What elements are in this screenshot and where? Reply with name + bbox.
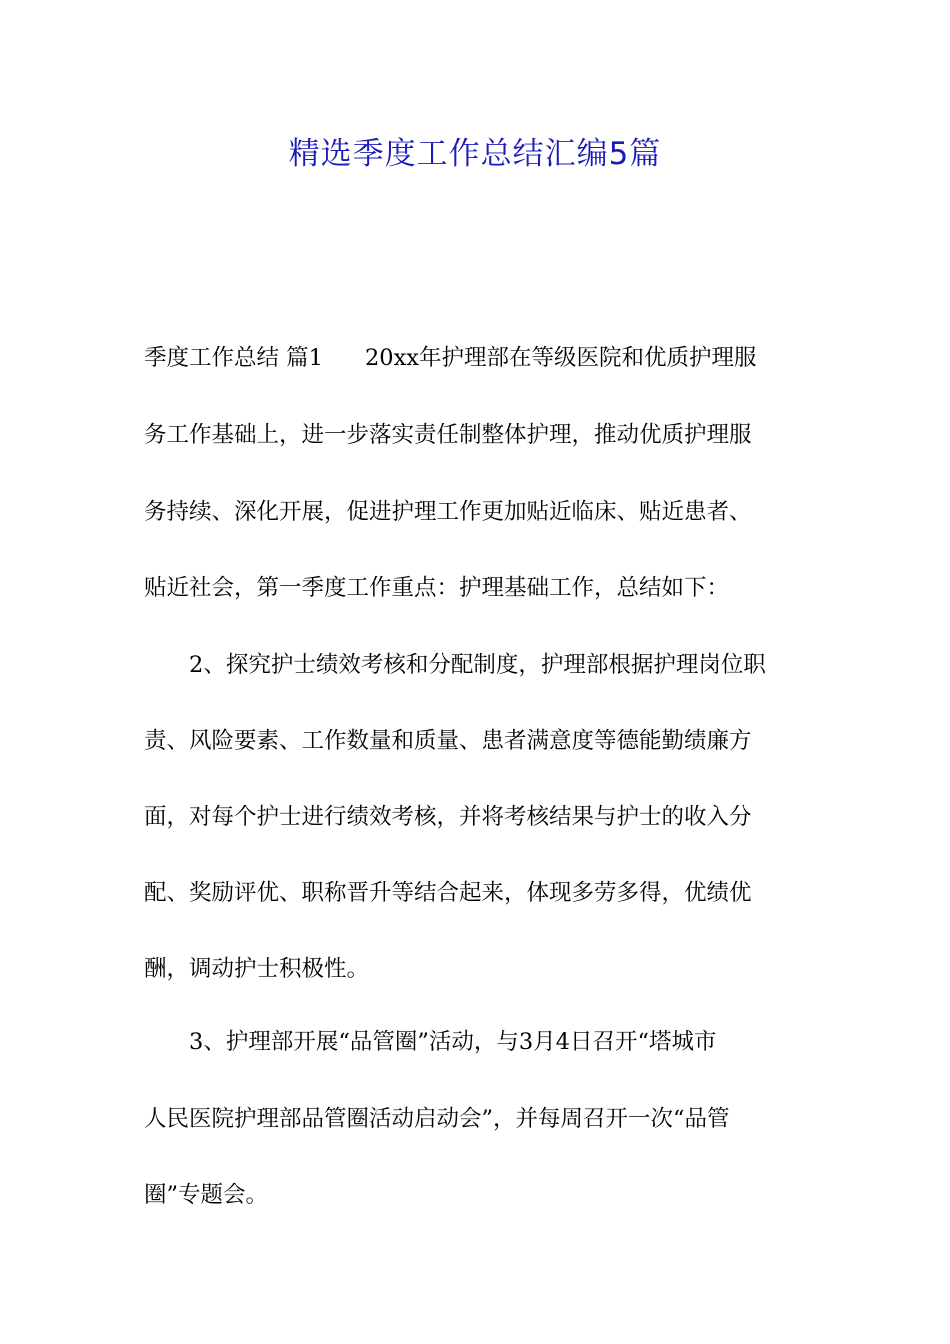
paragraph-line: 人民医院护理部品管圈活动启动会”，并每周召开一次“品管 <box>144 1106 730 1132</box>
paragraph-line: 圈”专题会。 <box>144 1182 269 1208</box>
paragraph-line: 酬，调动护士积极性。 <box>144 956 370 982</box>
paragraph-line: 配、奖励评优、职称晋升等结合起来，体现多劳多得，优绩优 <box>144 880 752 906</box>
paragraph-line: 责、风险要素、工作数量和质量、患者满意度等德能勤绩廉方 <box>144 728 752 754</box>
paragraph-line: 3、护理部开展“品管圈”活动，与3月4日召开“塔城市 <box>144 1029 717 1055</box>
paragraph-line: 面，对每个护士进行绩效考核，并将考核结果与护士的收入分 <box>144 804 752 830</box>
paragraph-text: 20xx年护理部在等级医院和优质护理服 <box>364 345 757 371</box>
paragraph-line: 2、探究护士绩效考核和分配制度，护理部根据护理岗位职 <box>144 652 766 678</box>
document-title: 精选季度工作总结汇编5篇 <box>288 136 662 172</box>
paragraph-line: 务工作基础上，进一步落实责任制整体护理，推动优质护理服 <box>144 422 752 448</box>
section-heading: 季度工作总结 篇1 <box>144 345 323 371</box>
paragraph-line: 贴近社会，第一季度工作重点：护理基础工作，总结如下： <box>144 575 730 601</box>
paragraph-line <box>144 338 756 378</box>
paragraph-line: 务持续、深化开展，促进护理工作更加贴近临床、贴近患者、 <box>144 499 752 525</box>
